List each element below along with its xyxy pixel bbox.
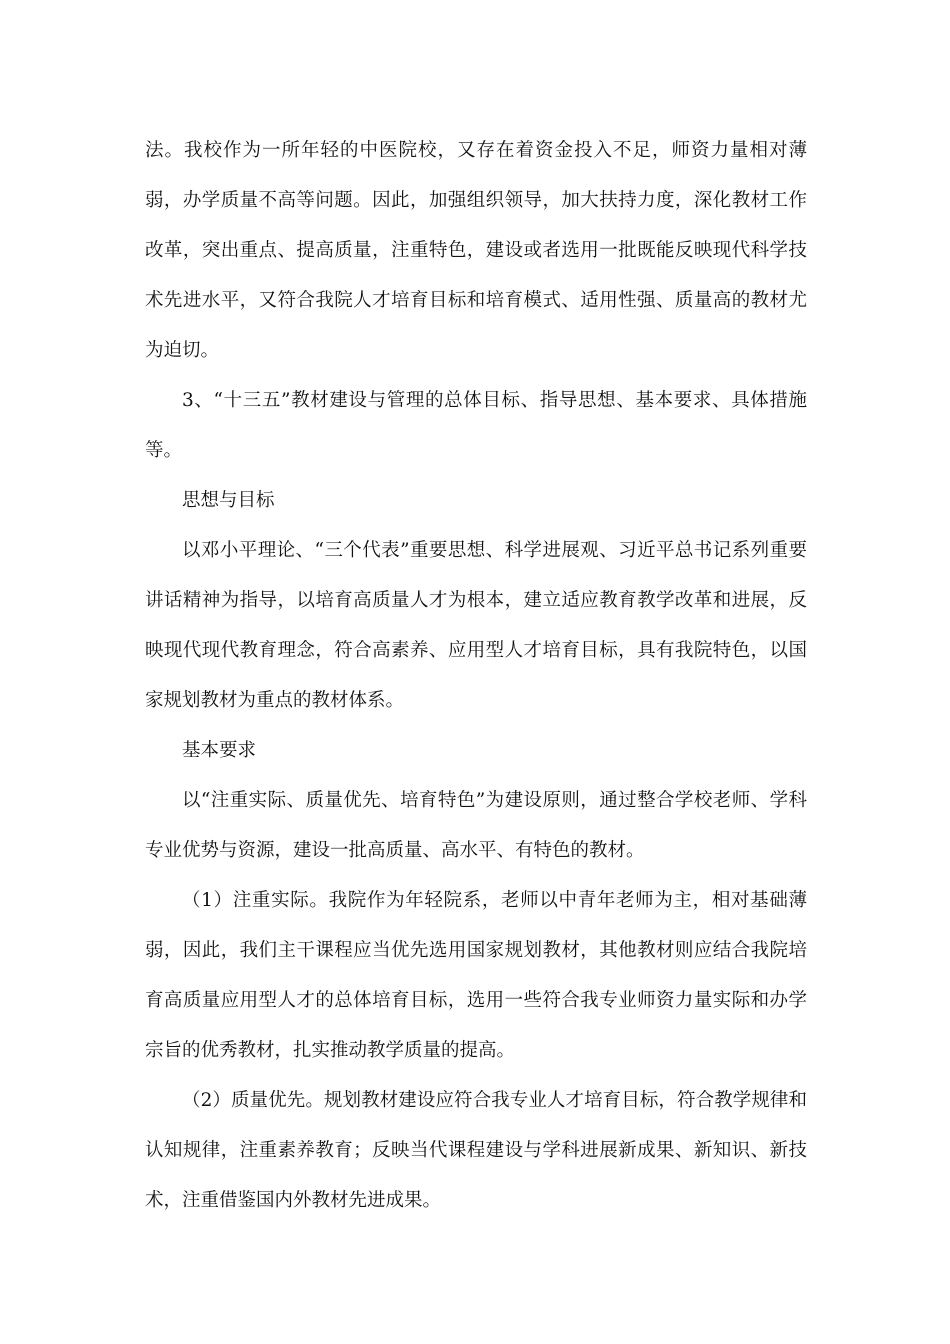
paragraph-guiding-ideology: 以邓小平理论、“三个代表”重要思想、科学进展观、习近平总书记系列重要讲话精神为指导，以培育高质量人才为根本，建立适应教育教学改革和进展，反映现代现代教育理念，符合高素养、应用型人才培育目标，具有我院特色，以国家规划教材为重点的教材体系。 <box>145 540 807 711</box>
document-body <box>145 126 807 1226</box>
paragraph-item-2: （2）质量优先。规划教材建设应符合我专业人才培育目标，符合教学规律和认知规律，注重素养教育；反映当代课程建设与学科进展新成果、新知识、新技术，注重借鉴国内外教材先进成果。 <box>145 1090 807 1211</box>
subheading-thought-and-goal: 思想与目标 <box>182 490 275 511</box>
paragraph-section-3: 3、“十三五”教材建设与管理的总体目标、指导思想、基本要求、具体措施等。 <box>145 390 807 461</box>
paragraph-continuation: 法。我校作为一所年轻的中医院校，又存在着资金投入不足，师资力量相对薄弱，办学质量不高等问题。因此，加强组织领导，加大扶持力度，深化教材工作改革，突出重点、提高质量，注重特色，建设或者选用一批既能反映现代科学技术先进水平，又符合我院人才培育目标和培育模式、适用性强、质量高的教材尤为迫切。 <box>145 140 807 361</box>
paragraph-item-1: （1）注重实际。我院作为年轻院系，老师以中青年老师为主，相对基础薄弱，因此，我们主干课程应当优先选用国家规划教材，其他教材则应结合我院培育高质量应用型人才的总体培育目标，选用一些符合我专业师资力量实际和办学宗旨的优秀教材，扎实推动教学质量的提高。 <box>145 890 807 1061</box>
paragraph-construction-principle: 以“注重实际、质量优先、培育特色”为建设原则，通过整合学校老师、学科专业优势与资源，建设一批高质量、高水平、有特色的教材。 <box>145 790 807 861</box>
subheading-basic-requirements: 基本要求 <box>182 740 257 761</box>
